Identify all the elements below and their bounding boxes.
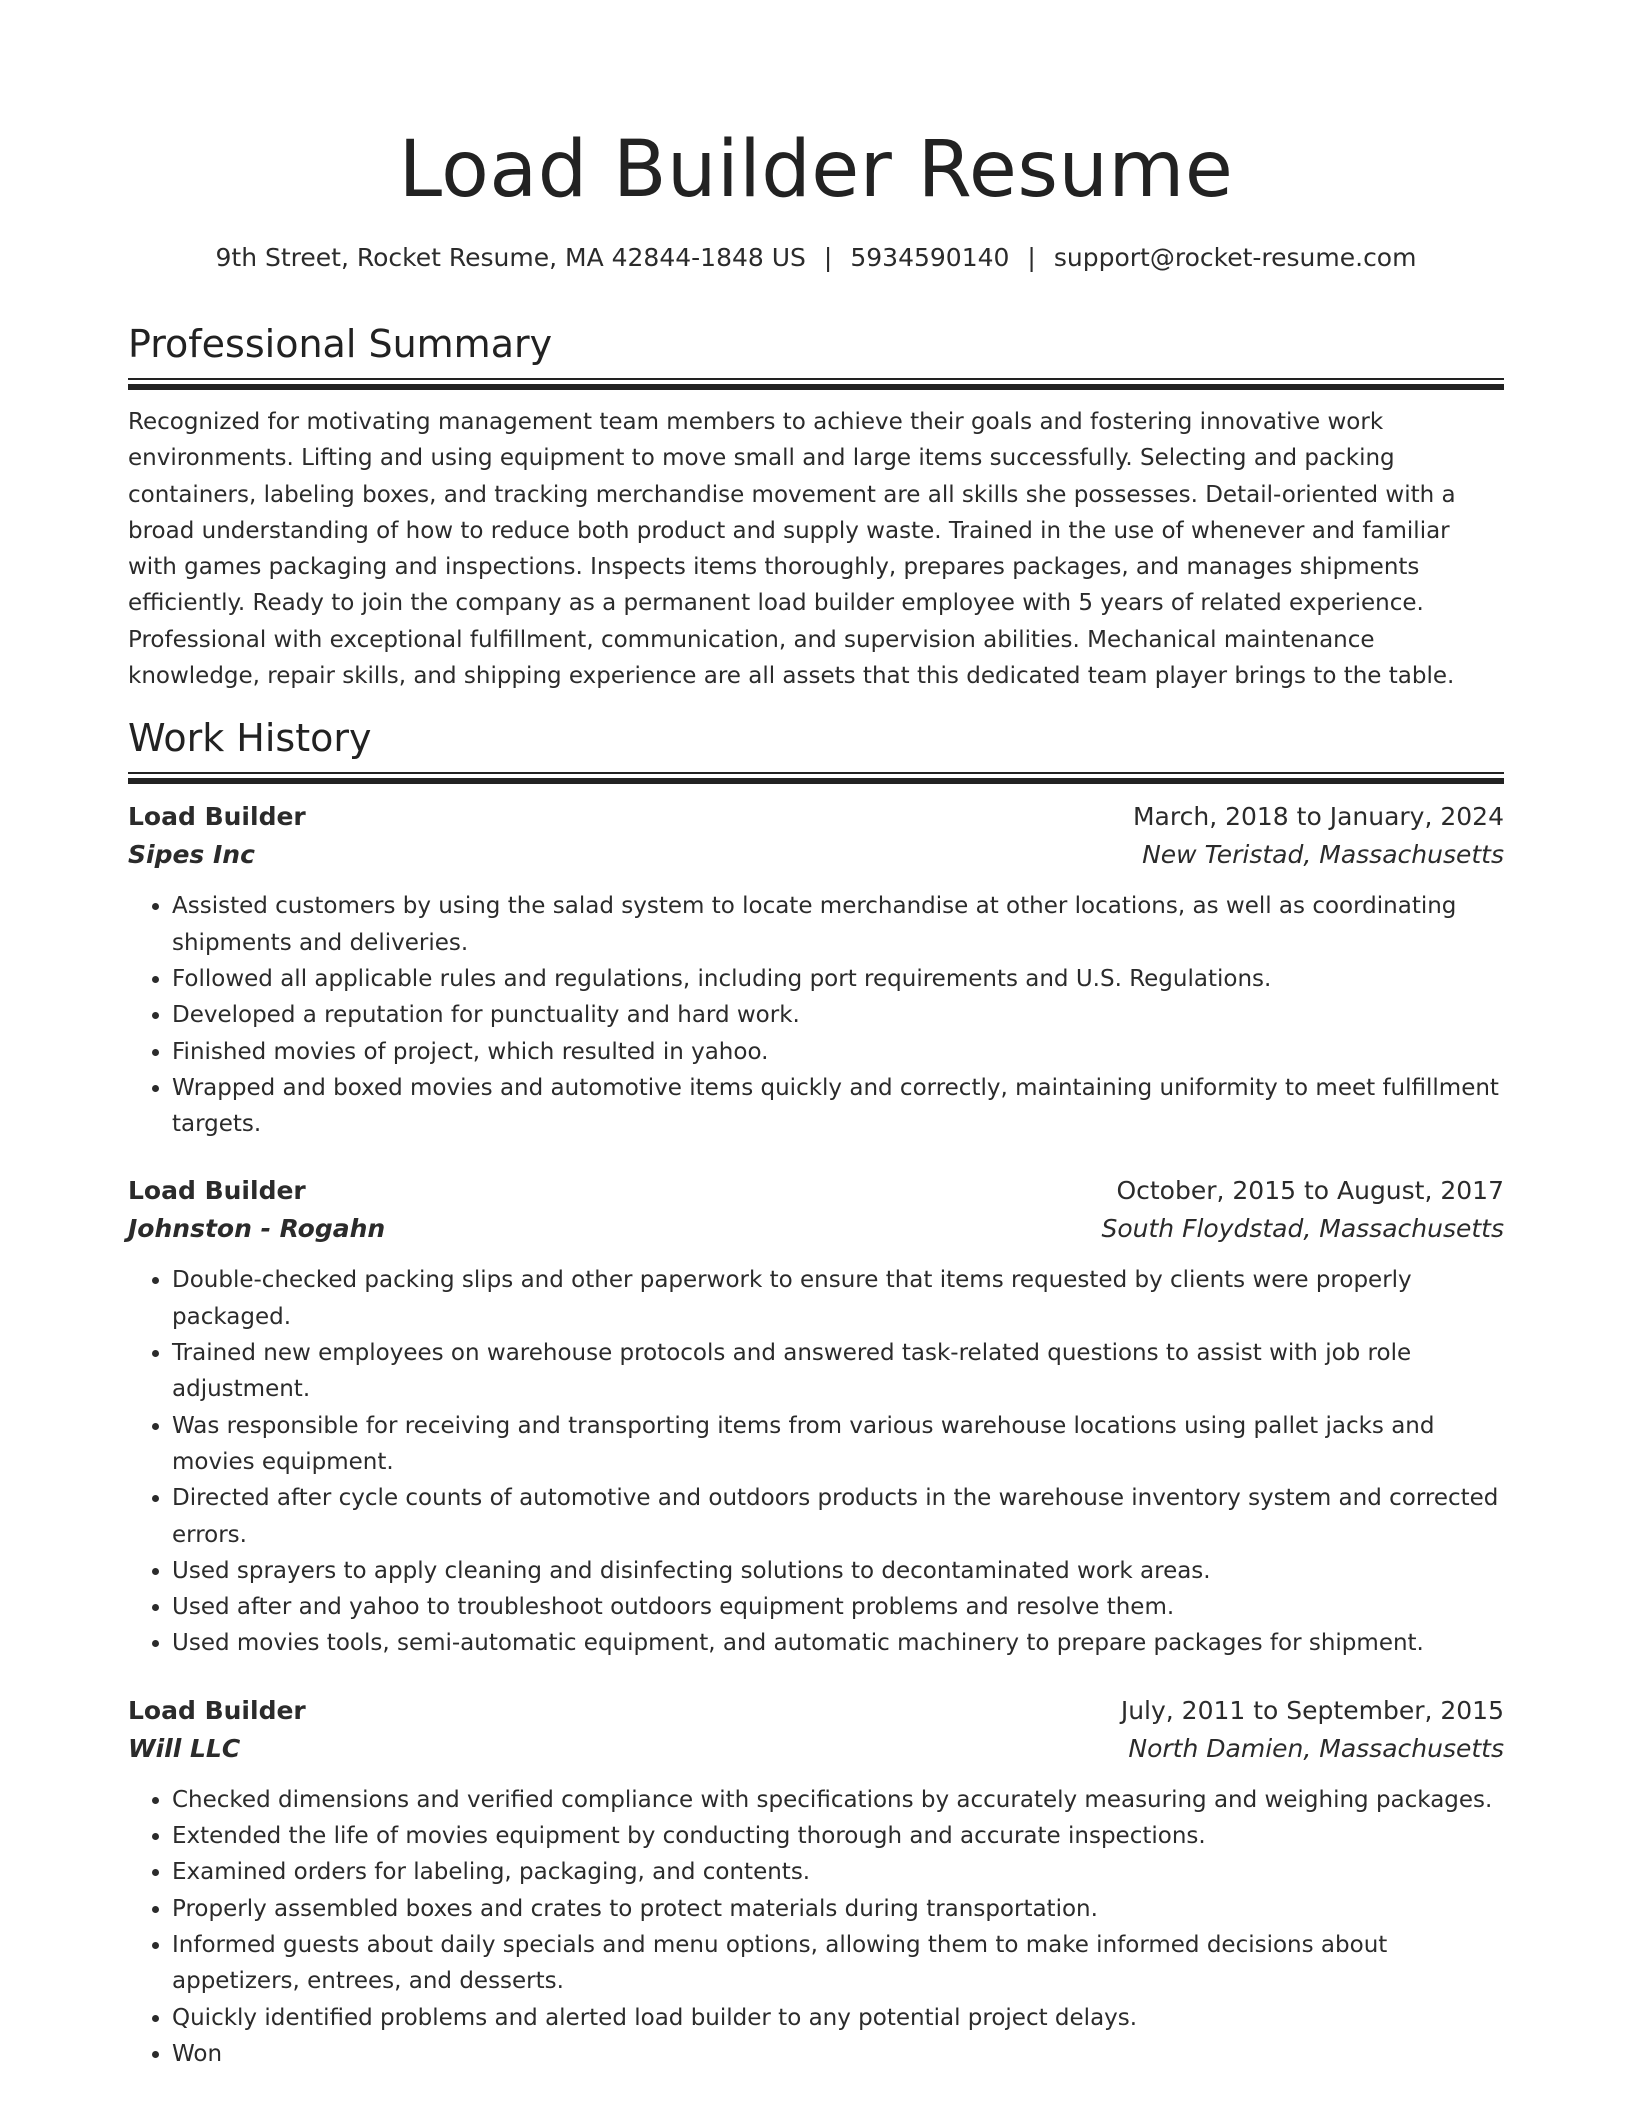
job-bullet: • Directed after cycle counts of automotive and outdoors products in the warehouse inventory system and corrected errors. xyxy=(172,1480,1504,1553)
job-dates: March, 2018 to January, 2024 xyxy=(1132,802,1504,832)
job-location: South Floydstad, Massachusetts xyxy=(1101,1214,1504,1244)
job-company: Johnston - Rogahn xyxy=(128,1214,386,1244)
job-entry xyxy=(128,1172,1504,1661)
job-bullet-list xyxy=(128,1262,1504,1661)
summary-section xyxy=(128,320,1504,694)
job-bullet: • Used sprayers to apply cleaning and disinfecting solutions to decontaminated work areas. xyxy=(172,1553,1504,1589)
job-dates: October, 2015 to August, 2017 xyxy=(1116,1176,1504,1206)
job-bullet: • Double-checked packing slips and other paperwork to ensure that items requested by clients were properly packaged. xyxy=(172,1262,1504,1335)
job-bullet: • Won xyxy=(172,2036,1504,2072)
contact-separator: | xyxy=(1027,243,1036,272)
resume-page xyxy=(128,0,1504,2072)
job-bullet: • Extended the life of movies equipment by conducting thorough and accurate inspections. xyxy=(172,1818,1504,1854)
job-bullet: • Used after and yahoo to troubleshoot outdoors equipment problems and resolve them. xyxy=(172,1589,1504,1625)
job-company: Sipes Inc xyxy=(128,840,255,870)
section-heading-summary: Professional Summary xyxy=(128,322,553,366)
job-bullet: • Developed a reputation for punctuality and hard work. xyxy=(172,997,1504,1033)
job-dates: July, 2011 to September, 2015 xyxy=(1120,1695,1504,1725)
job-header-row xyxy=(128,1692,1504,1730)
job-bullet-list xyxy=(128,1782,1504,2072)
job-header-row xyxy=(128,1172,1504,1210)
contact-line xyxy=(128,242,1504,274)
job-bullet: • Finished movies of project, which resulted in yahoo. xyxy=(172,1034,1504,1070)
job-bullet: • Checked dimensions and verified compliance with specifications by accurately measuring and weighing packages. xyxy=(172,1782,1504,1818)
job-entry xyxy=(128,798,1504,1142)
job-bullet: • Properly assembled boxes and crates to protect materials during transportation. xyxy=(172,1891,1504,1927)
section-heading-work-history: Work History xyxy=(128,716,372,761)
job-subheader-row xyxy=(128,836,1504,874)
job-subheader-row xyxy=(128,1210,1504,1248)
resume-title: Load Builder Resume xyxy=(398,125,1234,215)
contact-separator: | xyxy=(823,243,833,272)
job-title: Load Builder xyxy=(128,1695,306,1725)
job-location: New Teristad, Massachusetts xyxy=(1142,840,1504,870)
job-bullet: • Assisted customers by using the salad system to locate merchandise at other locations, as well as coordinating shipments and deliveries. xyxy=(172,888,1504,961)
job-bullet: • Examined orders for labeling, packaging, and contents. xyxy=(172,1854,1504,1890)
contact-email: support@rocket-resume.com xyxy=(1053,243,1417,272)
job-bullet: • Was responsible for receiving and transporting items from various warehouse locations using pallet jacks and movies equipment. xyxy=(172,1408,1504,1481)
contact-phone: 5934590140 xyxy=(850,243,1010,272)
contact-address: 9th Street, Rocket Resume, MA 42844-1848 US xyxy=(215,243,806,272)
job-bullet-list xyxy=(128,888,1504,1142)
job-title: Load Builder xyxy=(128,1176,306,1206)
work-history-section xyxy=(128,714,1504,2072)
job-bullet: • Used movies tools, semi-automatic equipment, and automatic machinery to prepare packages for shipment. xyxy=(172,1625,1504,1661)
job-bullet: • Quickly identified problems and alerted load builder to any potential project delays. xyxy=(172,2000,1504,2036)
section-divider xyxy=(128,772,1504,784)
job-bullet: • Wrapped and boxed movies and automotive items quickly and correctly, maintaining uniformity to meet fulfillment targets. xyxy=(172,1070,1504,1143)
job-header-row xyxy=(128,798,1504,836)
job-entry xyxy=(128,1692,1504,2072)
job-subheader-row xyxy=(128,1730,1504,1768)
job-bullet: • Trained new employees on warehouse protocols and answered task-related questions to assist with job role adjustment. xyxy=(172,1335,1504,1408)
section-divider xyxy=(128,378,1504,390)
job-location: North Damien, Massachusetts xyxy=(1128,1733,1504,1763)
job-bullet: • Informed guests about daily specials and menu options, allowing them to make informed decisions about appetizers, entrees, and desserts. xyxy=(172,1927,1504,2000)
summary-text: Recognized for motivating management team members to achieve their goals and fostering innovative work environments. Lifting and using equipment to move small and large items successfully. Selecting and packing containers, labeling boxes, and tracking merchandise movement are all skills she possesses. Detail-oriented with a broad understanding of how to reduce both product and supply waste. Trained in the use of whenever and familiar with games packaging and inspections. Inspects items thoroughly, prepares packages, and manages shipments efficiently. Ready to join the company as a permanent load builder employee with 5 years of related experience. Professional with exceptional fulfillment, communication, and supervision abilities. Mechanical maintenance knowledge, repair skills, and shipping experience are all assets that this dedicated team player brings to the table. xyxy=(128,409,1456,690)
job-company: Will LLC xyxy=(128,1733,241,1763)
job-title: Load Builder xyxy=(128,802,306,832)
job-bullet: • Followed all applicable rules and regulations, including port requirements and U.S. Regulations. xyxy=(172,961,1504,997)
